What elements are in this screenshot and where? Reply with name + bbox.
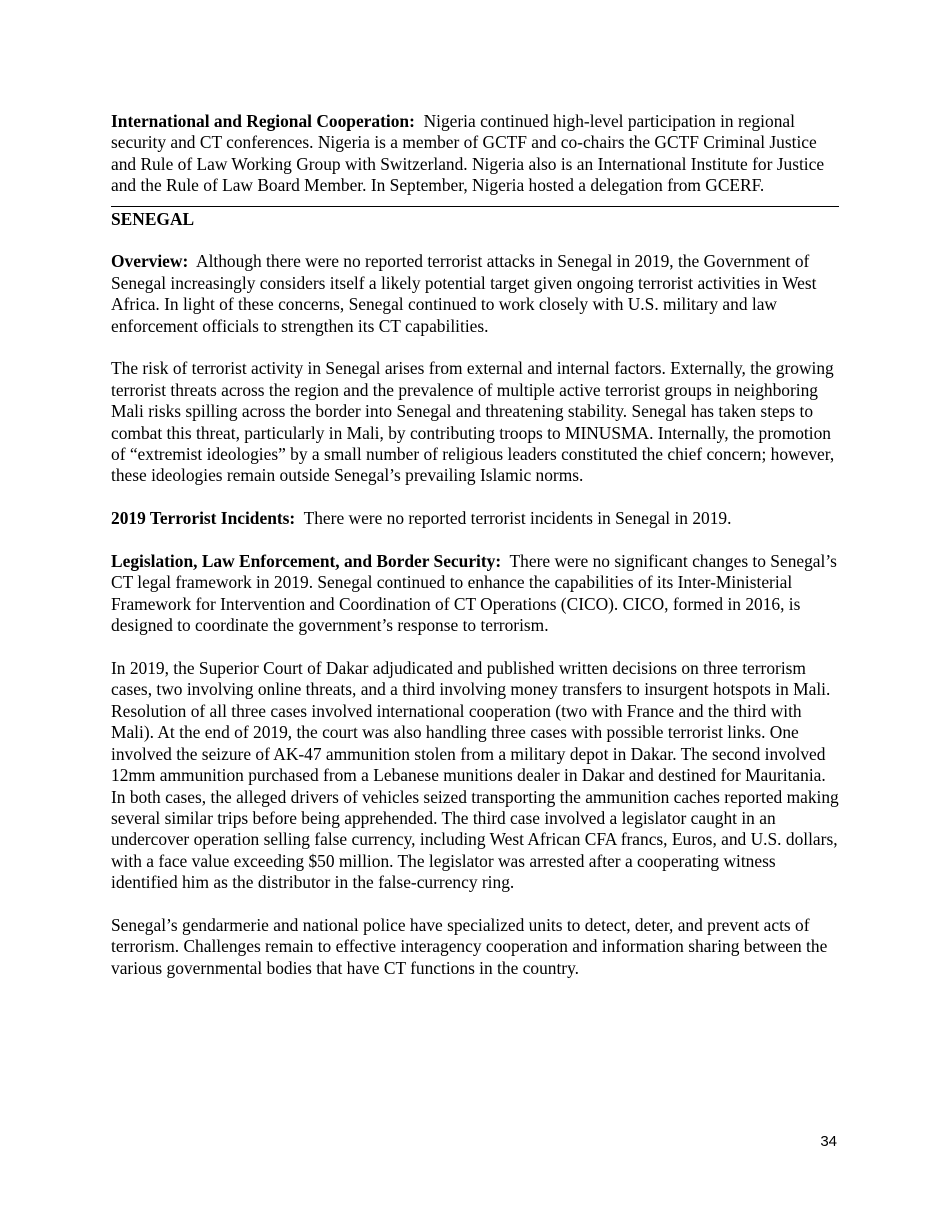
risk-paragraph: The risk of terrorist activity in Senegal arises from external and internal factors. Externally, the growing terrorist threats across the region and the prevalence of multiple active terrorist groups in neighboring Mali risks spilling across the border into Senegal and threatening stability. Senegal has taken steps to combat this threat, particularly in Mali, by contributing troops to MINUSMA. Internally, the promotion of “extremist ideologies” by a small number of religious leaders constituted the chief concern; however, these ideologies remain outside Senegal’s prevailing Islamic norms.: [111, 358, 835, 486]
legislation-label: Legislation, Law Enforcement, and Border Security:: [111, 551, 502, 572]
gendarmerie-paragraph: Senegal’s gendarmerie and national police have specialized units to detect, deter, and prevent acts of terrorism. Challenges remain to effective interagency cooperation and information sharing between the various governmental bodies that have CT functions in the country.: [111, 914, 828, 978]
intl-cooperation-label: International and Regional Cooperation:: [111, 111, 415, 131]
court-paragraph: In 2019, the Superior Court of Dakar adjudicated and published written decisions on three terrorism cases, two involving online threats, and a third involving money transfers to insurgent hotspots in Mali. Resolution of all three cases involved international cooperation (two with France and the third with Mali). At the end of 2019, the court was also handling three cases with possible terrorist links. One involved the seizure of AK-47 ammunition stolen from a military depot in Dakar. The second involved 12mm ammunition purchased from a Lebanese munitions dealer in Dakar and destined for Mauritania. In both cases, the alleged drivers of vehicles seized transporting the ammunition caches reported making several similar trips before being apprehended. The third case involved a legislator caught in an undercover operation selling false currency, including West African CFA francs, Euros, and U.S. dollars, with a face value exceeding $50 million. The legislator was arrested after a cooperating witness identified him as the distributor in the false-currency ring.: [111, 658, 839, 893]
incidents-text: There were no reported terrorist incidents in Senegal in 2019.: [303, 508, 732, 529]
intl-cooperation-paragraph: [111, 111, 839, 197]
section-divider: [111, 206, 839, 207]
page-number: 34: [820, 1133, 837, 1150]
incidents-paragraph: [111, 508, 839, 529]
incidents-label: 2019 Terrorist Incidents:: [111, 508, 296, 529]
overview-text: Although there were no reported terrorist attacks in Senegal in 2019, the Government of Senegal increasingly considers itself a likely potential target given ongoing terrorist activities in West Africa. In light of these concerns, Senegal continued to work closely with U.S. military and law enforcement officials to strengthen its CT capabilities.: [111, 251, 817, 336]
overview-paragraph: [111, 251, 839, 337]
section-title: SENEGAL: [111, 208, 195, 229]
legislation-text: There were no significant changes to Senegal’s CT legal framework in 2019. Senegal continued to enhance the capabilities of its Inter-Ministerial Framework for Intervention and Coordination of CT Operations (CICO). CICO, formed in 2016, is designed to coordinate the government’s response to terrorism.: [111, 551, 837, 636]
legislation-paragraph: [111, 551, 839, 637]
overview-label: Overview:: [111, 251, 189, 272]
document-body: [111, 111, 839, 979]
intl-cooperation-text: Nigeria continued high-level participation in regional security and CT conferences. Nigeria is a member of GCTF and co-chairs the GCTF Criminal Justice and Rule of Law Working Group with Switzerland. Nigeria also is an International Institute for Justice and the Rule of Law Board Member. In September, Nigeria hosted a delegation from GCERF.: [111, 111, 825, 196]
